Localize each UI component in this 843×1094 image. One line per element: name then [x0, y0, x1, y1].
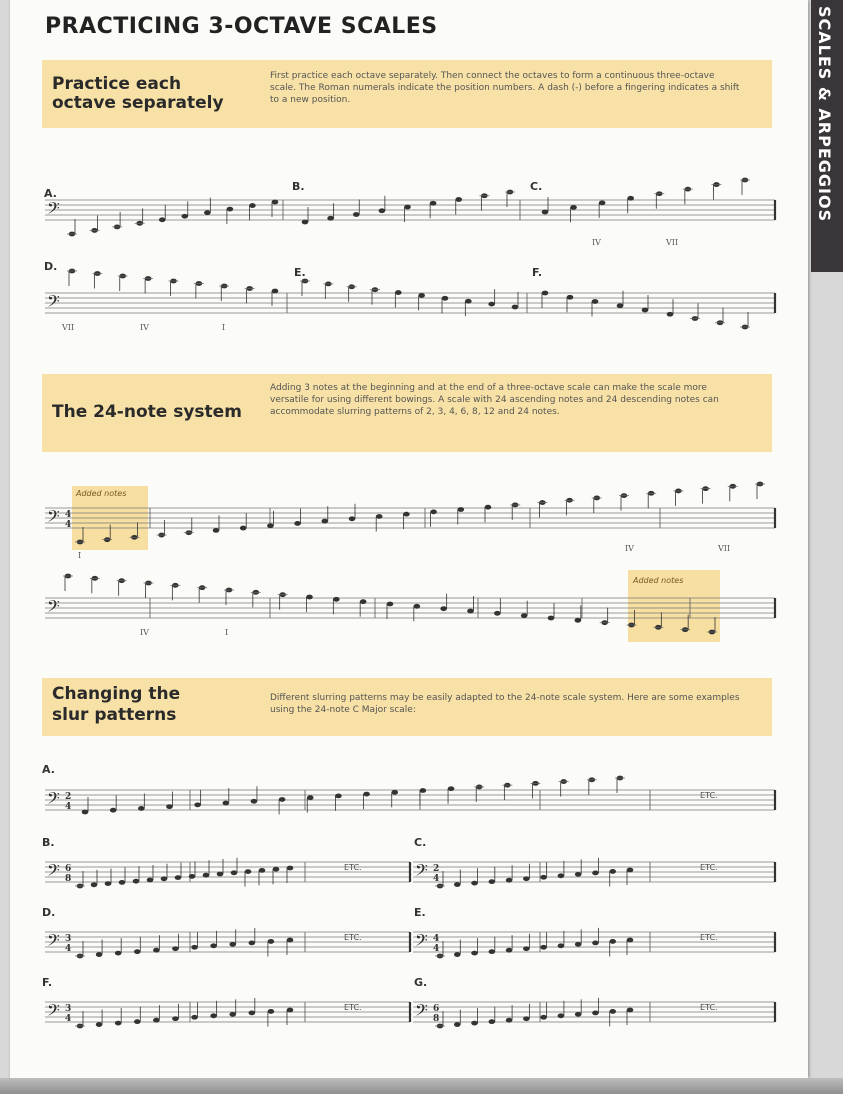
note-head — [454, 952, 461, 957]
note-head — [592, 871, 599, 876]
note-head — [617, 303, 624, 308]
note-head — [430, 509, 437, 514]
note-head — [558, 873, 565, 878]
bass-clef-icon: 𝄢 — [47, 1000, 60, 1024]
etc-label: ETC. — [344, 863, 362, 872]
note-head — [166, 804, 173, 809]
section-description: Adding 3 notes at the beginning and at the end of a three-octave scale can make the scale more versatile for using different bowings. A scale with 24 ascending notes and 24 descending notes can accommodate slurring patterns of 2, 3, 4, 6, 8, 12 and 24 notes. — [270, 383, 719, 417]
note-head — [376, 514, 383, 519]
note-head — [96, 952, 103, 957]
time-signature-top: 4 — [65, 510, 72, 520]
time-signature-top: 4 — [433, 934, 440, 944]
note-head — [251, 799, 258, 804]
note-head — [575, 942, 582, 947]
note-head — [609, 869, 616, 874]
note-head — [172, 1016, 179, 1021]
position-numeral: IV — [625, 544, 634, 553]
note-head — [105, 881, 112, 886]
bass-clef-icon: 𝄢 — [415, 1000, 428, 1024]
note-head — [454, 1022, 461, 1027]
note-head — [558, 1013, 565, 1018]
note-head — [287, 938, 294, 943]
position-numeral: IV — [140, 323, 149, 332]
exercise-label-d: D. — [44, 260, 58, 273]
note-head — [448, 786, 455, 791]
note-head — [306, 595, 313, 600]
note-head — [485, 505, 492, 510]
note-head — [363, 792, 370, 797]
note-head — [268, 939, 275, 944]
time-signature-bottom: 4 — [433, 874, 440, 884]
note-head — [245, 869, 252, 874]
note-head — [540, 875, 547, 880]
note-head — [249, 941, 256, 946]
note-head — [488, 302, 495, 307]
note-head — [229, 942, 236, 947]
etc-label: ETC. — [700, 933, 718, 942]
note-head — [360, 599, 367, 604]
note-head — [379, 208, 386, 213]
position-numeral: IV — [592, 238, 601, 247]
section-title-line1: Practice each — [52, 74, 182, 94]
note-head — [231, 870, 238, 875]
note-head — [349, 516, 356, 521]
note-head — [609, 1009, 616, 1014]
note-head — [204, 210, 211, 215]
note-head — [542, 291, 549, 296]
note-head — [440, 606, 447, 611]
time-signature-bottom: 4 — [65, 802, 72, 812]
note-head — [567, 295, 574, 300]
note-head — [279, 797, 286, 802]
note-head — [575, 872, 582, 877]
note-head — [273, 867, 280, 872]
note-head — [489, 949, 496, 954]
note-head — [414, 604, 421, 609]
bass-clef-icon: 𝄢 — [47, 860, 60, 884]
exercise-label-f: F. — [532, 266, 543, 279]
etc-label: ETC. — [344, 933, 362, 942]
note-head — [471, 1021, 478, 1026]
exercise-label-c: C. — [530, 180, 543, 193]
note-head — [667, 312, 674, 317]
note-head — [542, 210, 549, 215]
note-head — [467, 609, 474, 614]
position-numeral: VII — [718, 544, 731, 553]
slur-label-a: A. — [42, 763, 55, 776]
bass-clef-icon: 𝄢 — [47, 930, 60, 954]
note-head — [420, 788, 427, 793]
exercise-label-a: A. — [44, 187, 57, 200]
bass-clef-icon: 𝄢 — [47, 596, 60, 620]
page-title: PRACTICING 3-OCTAVE SCALES — [45, 14, 438, 39]
note-head — [110, 808, 117, 813]
note-head — [115, 951, 122, 956]
bass-clef-icon: 𝄢 — [47, 198, 60, 222]
note-head — [159, 217, 166, 222]
note-head — [210, 943, 217, 948]
note-head — [91, 882, 98, 887]
note-head — [506, 1018, 513, 1023]
bass-clef-icon: 𝄢 — [47, 788, 60, 812]
position-numeral: I — [78, 551, 82, 560]
note-head — [287, 1008, 294, 1013]
position-numeral: VII — [62, 323, 75, 332]
note-head — [302, 220, 309, 225]
note-head — [161, 876, 168, 881]
note-head — [391, 790, 398, 795]
note-head — [458, 507, 465, 512]
position-numeral: VII — [666, 238, 679, 247]
note-head — [627, 1008, 634, 1013]
section-title-line2: octave separately — [52, 93, 224, 113]
bass-clef-icon: 𝄢 — [415, 860, 428, 884]
note-head — [322, 519, 329, 524]
note-head — [96, 1022, 103, 1027]
note-head — [287, 866, 294, 871]
note-head — [558, 943, 565, 948]
note-head — [403, 512, 410, 517]
note-head — [540, 1015, 547, 1020]
time-signature-top: 3 — [65, 934, 72, 944]
slur-label-e: E. — [414, 906, 426, 919]
note-head — [521, 613, 528, 618]
time-signature-bottom: 4 — [65, 1014, 72, 1024]
note-head — [268, 1009, 275, 1014]
note-head — [213, 528, 220, 533]
section-title-line1: Changing the — [52, 684, 181, 704]
bass-clef-icon: 𝄢 — [47, 506, 60, 530]
position-numeral: I — [225, 628, 229, 637]
note-head — [609, 939, 616, 944]
note-head — [471, 881, 478, 886]
side-tab-label: SCALES & ARPEGGIOS — [815, 6, 834, 223]
note-head — [430, 201, 437, 206]
exercise-label-e: E. — [294, 266, 306, 279]
note-head — [119, 880, 126, 885]
time-signature-bottom: 4 — [65, 944, 72, 954]
note-head — [570, 205, 577, 210]
time-signature-bottom: 4 — [65, 520, 72, 530]
note-head — [222, 801, 229, 806]
note-head — [217, 872, 224, 877]
note-head — [227, 207, 234, 212]
note-head — [540, 945, 547, 950]
note-head — [455, 197, 462, 202]
note-head — [240, 526, 247, 531]
position-numeral: I — [222, 323, 226, 332]
etc-label: ETC. — [700, 791, 718, 800]
note-head — [153, 948, 160, 953]
exercise-label-b: B. — [292, 180, 305, 193]
note-head — [404, 205, 411, 210]
note-head — [267, 523, 274, 528]
slur-label-d: D. — [42, 906, 56, 919]
time-signature-top: 6 — [65, 864, 72, 874]
note-head — [592, 299, 599, 304]
note-head — [147, 878, 154, 883]
note-head — [172, 946, 179, 951]
note-head — [259, 868, 266, 873]
note-head — [395, 290, 402, 295]
note-head — [471, 951, 478, 956]
etc-label: ETC. — [700, 1003, 718, 1012]
section-title: The 24-note system — [52, 402, 242, 422]
note-head — [249, 1011, 256, 1016]
position-numeral: IV — [140, 628, 149, 637]
note-head — [599, 200, 606, 205]
note-head — [333, 597, 340, 602]
slur-label-c: C. — [414, 836, 427, 849]
note-head — [82, 810, 89, 815]
note-head — [191, 945, 198, 950]
note-head — [523, 946, 530, 951]
note-head — [627, 868, 634, 873]
note-head — [592, 941, 599, 946]
note-head — [189, 874, 196, 879]
bass-clef-icon: 𝄢 — [415, 930, 428, 954]
note-head — [523, 1016, 530, 1021]
note-head — [627, 938, 634, 943]
note-head — [335, 793, 342, 798]
note-head — [133, 879, 140, 884]
note-head — [387, 602, 394, 607]
time-signature-top: 6 — [433, 1004, 440, 1014]
note-head — [203, 873, 210, 878]
section-title-line2: slur patterns — [52, 705, 177, 725]
note-head — [523, 876, 530, 881]
etc-label: ETC. — [700, 863, 718, 872]
note-head — [272, 289, 279, 294]
time-signature-top: 2 — [433, 864, 440, 874]
note-head — [210, 1013, 217, 1018]
note-head — [489, 1019, 496, 1024]
note-head — [181, 214, 188, 219]
note-head — [115, 1021, 122, 1026]
time-signature-bottom: 4 — [433, 944, 440, 954]
section-description: First practice each octave separately. Then connect the octaves to form a continuous three-octave scale. The Roman numerals indicate the position numbers. A dash (-) before a fingering indicates a shift to a new position. — [270, 71, 740, 105]
section-description: Different slurring patterns may be easily adapted to the 24-note scale system. Here are some examples using the 24-note C Major scale: — [270, 693, 740, 715]
note-head — [454, 882, 461, 887]
note-head — [134, 1019, 141, 1024]
note-head — [494, 611, 501, 616]
note-head — [194, 802, 201, 807]
note-head — [249, 203, 256, 208]
added-notes-label-start: Added notes — [76, 489, 127, 498]
note-head — [418, 293, 425, 298]
note-head — [134, 949, 141, 954]
note-head — [642, 308, 649, 313]
time-signature-top: 3 — [65, 1004, 72, 1014]
note-head — [353, 212, 360, 217]
added-notes-label-end: Added notes — [633, 576, 684, 585]
note-head — [175, 875, 182, 880]
note-head — [153, 1018, 160, 1023]
note-head — [465, 299, 472, 304]
time-signature-bottom: 8 — [65, 874, 72, 884]
note-head — [229, 1012, 236, 1017]
note-head — [327, 216, 334, 221]
note-head — [489, 879, 496, 884]
slur-label-g: G. — [414, 976, 428, 989]
note-head — [575, 618, 582, 623]
note-head — [627, 196, 634, 201]
note-head — [506, 948, 513, 953]
note-head — [592, 1011, 599, 1016]
bass-clef-icon: 𝄢 — [47, 291, 60, 315]
note-head — [191, 1015, 198, 1020]
note-head — [442, 296, 449, 301]
slur-label-b: B. — [42, 836, 55, 849]
etc-label: ETC. — [344, 1003, 362, 1012]
slur-label-f: F. — [42, 976, 53, 989]
note-head — [548, 616, 555, 621]
time-signature-top: 2 — [65, 792, 72, 802]
note-head — [294, 521, 301, 526]
note-head — [138, 806, 145, 811]
note-head — [512, 305, 519, 310]
note-head — [272, 200, 279, 205]
note-head — [307, 795, 314, 800]
note-head — [575, 1012, 582, 1017]
time-signature-bottom: 8 — [433, 1014, 440, 1024]
note-head — [506, 878, 513, 883]
